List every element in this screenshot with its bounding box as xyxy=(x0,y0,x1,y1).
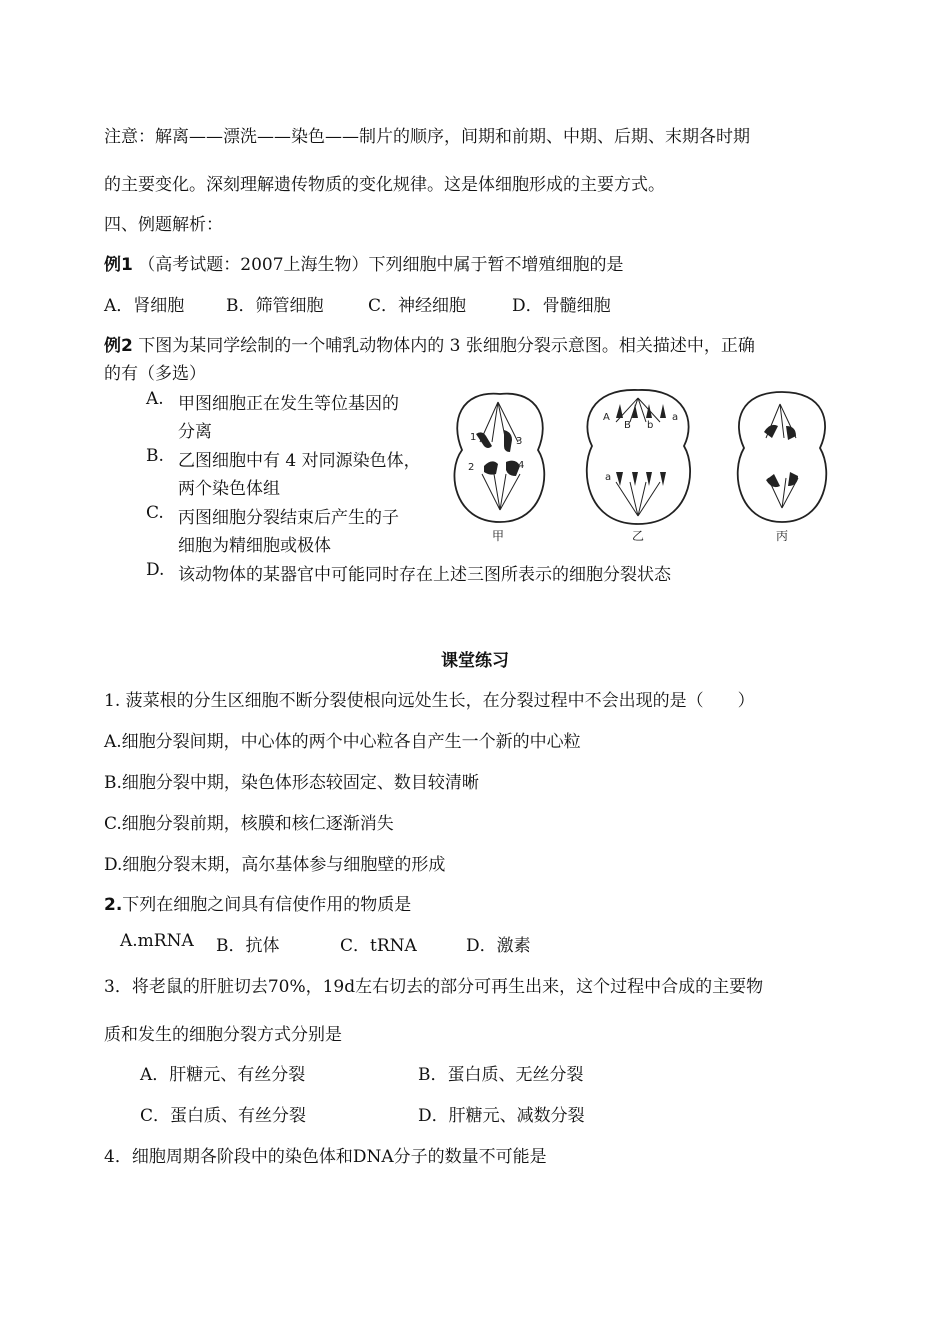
chromosome-bing-bottom xyxy=(766,472,798,487)
example-2-stem-line-1 xyxy=(104,331,755,356)
chromosome-jia-3 xyxy=(484,461,498,474)
cell-division-figure xyxy=(440,382,840,542)
question-1-option-d: D.细胞分裂末期，高尔基体参与细胞壁的形成 xyxy=(104,855,446,875)
example-2-option-c-letter: C. xyxy=(146,503,164,523)
chromosome-jia-1 xyxy=(476,432,492,448)
example-2-option-a-text: 甲图细胞正在发生等位基因的 xyxy=(178,394,399,414)
question-3-option-a: A．肝糖元、有丝分裂 xyxy=(140,1065,306,1085)
gene-label-B: B xyxy=(624,420,631,431)
question-3-option-c: C．蛋白质、有丝分裂 xyxy=(140,1106,307,1126)
example-2-option-b-text: 乙图细胞中有 4 对同源染色体， xyxy=(178,451,421,471)
chromosome-number-2: 2 xyxy=(468,462,475,473)
gene-label-A: A xyxy=(603,412,610,423)
example-2-stem-line-2: 的有（多选） xyxy=(104,364,206,384)
example-1 xyxy=(104,250,624,275)
figure-label-yi: 乙 xyxy=(631,529,645,542)
example-1-option-b: B．筛管细胞 xyxy=(226,296,324,316)
question-1-option-a: A.细胞分裂间期，中心体的两个中心粒各自产生一个新的中心粒 xyxy=(104,732,581,752)
example-2-option-b-letter: B. xyxy=(146,446,164,466)
gene-label-a-bottom: a xyxy=(605,472,612,483)
practice-title: 课堂练习 xyxy=(441,651,509,671)
question-1-option-b: B.细胞分裂中期，染色体形态较固定、数目较清晰 xyxy=(104,773,479,793)
example-2-option-a-text-2: 分离 xyxy=(178,422,212,442)
question-2 xyxy=(104,890,411,915)
example-2-option-d-letter: D. xyxy=(146,560,165,580)
cell-jia-outline xyxy=(454,394,544,522)
gene-label-b: b xyxy=(647,420,654,431)
question-1-option-c: C.细胞分裂前期，核膜和核仁逐渐消失 xyxy=(104,814,394,834)
question-2-stem: 下列在细胞之间具有信使作用的物质是 xyxy=(122,895,412,915)
gene-label-a-top: a xyxy=(672,412,679,423)
chromosome-number-4: 4 xyxy=(518,460,525,471)
question-3-stem-line-2: 质和发生的细胞分裂方式分别是 xyxy=(104,1025,342,1045)
example-2-option-d-text: 该动物体的某器官中可能同时存在上述三图所表示的细胞分裂状态 xyxy=(178,565,671,585)
chromosome-number-1: 1 xyxy=(470,432,477,443)
example-1-option-c: C．神经细胞 xyxy=(368,296,467,316)
figure-label-bing: 丙 xyxy=(775,529,789,542)
question-2-option-d: D．激素 xyxy=(466,936,531,956)
question-1-stem: 1. 菠菜根的分生区细胞不断分裂使根向远处生长，在分裂过程中不会出现的是（ ） xyxy=(104,691,755,711)
example-1-option-d: D．骨髓细胞 xyxy=(512,296,611,316)
example-2-option-a-letter: A. xyxy=(146,389,164,409)
cell-bing-spindle xyxy=(766,404,798,508)
question-3-stem-line-1: 3．将老鼠的肝脏切去70%，19d左右切去的部分可再生出来，这个过程中合成的主要物 xyxy=(104,977,764,997)
chromosome-jia-2 xyxy=(504,430,512,452)
example-1-stem: （高考试题：2007上海生物）下列细胞中属于暂不增殖细胞的是 xyxy=(138,255,624,275)
chromosome-bing-top xyxy=(764,425,796,440)
question-4-stem: 4．细胞周期各阶段中的染色体和DNA分子的数量不可能是 xyxy=(104,1147,547,1167)
example-2-option-c-text: 丙图细胞分裂结束后产生的子 xyxy=(178,508,399,528)
note-line-2: 的主要变化。深刻理解遗传物质的变化规律。这是体细胞形成的主要方式。 xyxy=(104,175,665,195)
section-heading-examples: 四、例题解析： xyxy=(104,215,223,235)
question-3-option-b: B．蛋白质、无丝分裂 xyxy=(418,1065,584,1085)
cell-bing-outline xyxy=(738,392,827,522)
note-line-1: 注意：解离——漂洗——染色——制片的顺序，间期和前期、中期、后期、末期各时期 xyxy=(104,127,750,147)
example-2-label: 例2 xyxy=(104,336,133,356)
cell-yi-spindle xyxy=(616,398,660,516)
chromosome-number-3: 3 xyxy=(516,436,523,447)
example-1-option-a: A．肾细胞 xyxy=(104,296,185,316)
example-2-option-c-text-2: 细胞为精细胞或极体 xyxy=(178,536,331,556)
question-3-option-d: D．肝糖元、减数分裂 xyxy=(418,1106,585,1126)
cell-yi-outline xyxy=(587,390,690,524)
question-2-option-a: A.mRNA xyxy=(120,931,194,951)
example-2-stem: 下图为某同学绘制的一个哺乳动物体内的 3 张细胞分裂示意图。相关描述中，正确 xyxy=(138,336,755,356)
cell-jia-spindle xyxy=(480,402,523,510)
figure-label-jia: 甲 xyxy=(491,529,505,542)
question-2-option-c: C．tRNA xyxy=(340,936,417,956)
question-2-option-b: B．抗体 xyxy=(216,936,280,956)
example-2-option-b-text-2: 两个染色体组 xyxy=(178,479,280,499)
question-2-number: 2. xyxy=(104,895,123,915)
example-1-label: 例1 xyxy=(104,255,133,275)
